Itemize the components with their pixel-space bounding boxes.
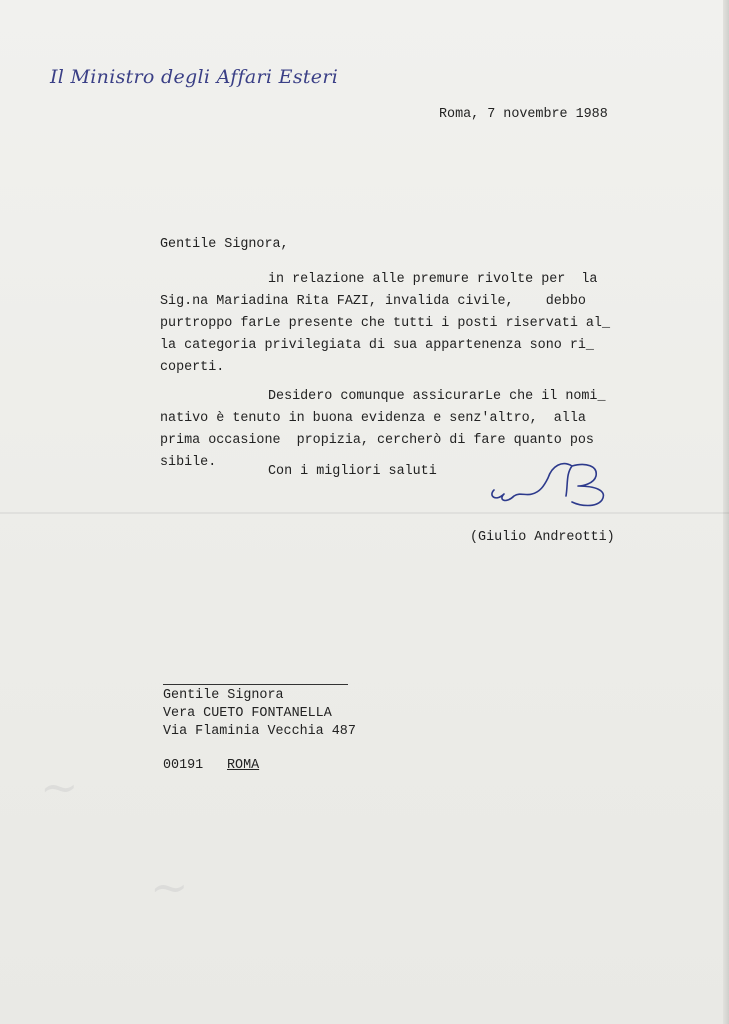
paragraph1-line: Sig.na Mariadina Rita FAZI, invalida civile, debbo	[160, 294, 586, 309]
signatory-name: (Giulio Andreotti)	[470, 530, 615, 545]
paragraph2-line: Desidero comunque assicurarLe che il nomi_	[268, 389, 606, 404]
recipient-street: Via Flaminia Vecchia 487	[163, 724, 356, 739]
paragraph2-line: prima occasione propizia, cercherò di fare quanto pos	[160, 433, 594, 448]
place-date: Roma, 7 novembre 1988	[439, 107, 608, 122]
bleed-through-mark: ~	[150, 860, 189, 914]
paragraph1-line: la categoria privilegiata di sua appartenenza sono ri_	[160, 338, 594, 353]
recipient-city: ROMA	[227, 758, 260, 773]
paragraph1-line: in relazione alle premure rivolte per la	[268, 272, 598, 287]
paper-fold	[0, 512, 729, 514]
bleed-through-mark: ~	[40, 760, 79, 814]
recipient-name: Vera CUETO FONTANELLA	[163, 706, 332, 721]
paragraph1-line: coperti.	[160, 360, 225, 375]
closing: Con i migliori saluti	[268, 464, 437, 479]
recipient-postal-code: 00191	[163, 758, 204, 773]
salutation: Gentile Signora,	[160, 237, 289, 252]
address-rule	[163, 684, 348, 685]
paragraph2-line: nativo è tenuto in buona evidenza e senz'altro, alla	[160, 411, 586, 426]
handwritten-signature	[486, 456, 616, 512]
letterhead: Il Ministro degli Affari Esteri	[50, 66, 339, 88]
recipient-title: Gentile Signora	[163, 688, 284, 703]
paragraph2-line: sibile.	[160, 455, 217, 470]
paragraph1-line: purtroppo farLe presente che tutti i posti riservati al_	[160, 316, 610, 331]
